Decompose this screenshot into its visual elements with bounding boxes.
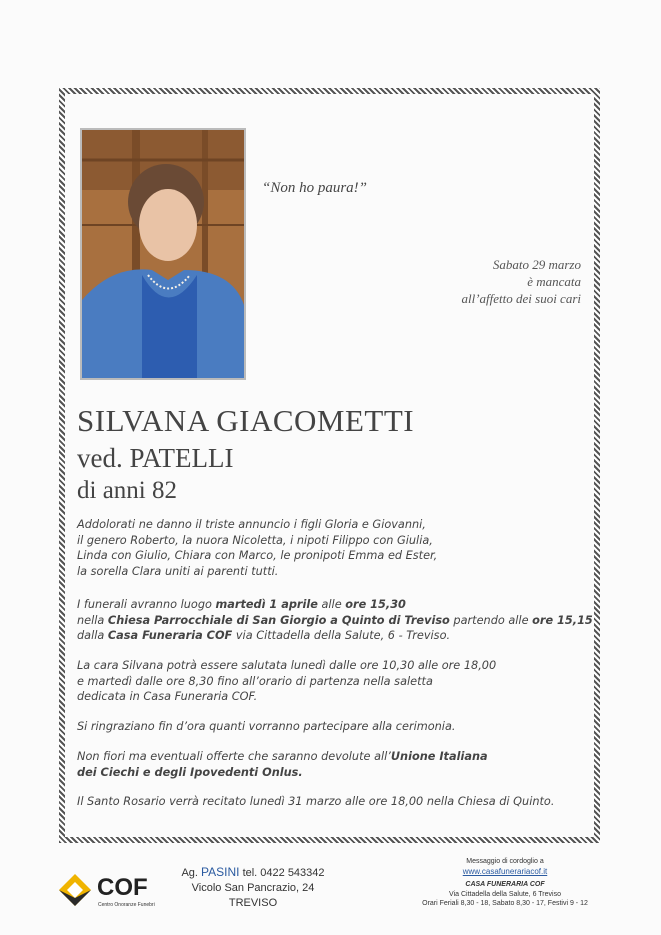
date-line: all’affetto dei suoi cari	[461, 291, 581, 306]
deceased-age: di anni 82	[77, 477, 177, 504]
death-date-block	[461, 256, 581, 307]
paragraph-line: dei Ciechi e degli Ipovedenti Onlus.	[77, 765, 303, 779]
logo-subtitle: Centro Onoranze Funebri	[98, 902, 155, 908]
paragraph-line: La cara Silvana potrà essere salutata lunedì dalle ore 10,30 alle ore 18,00	[77, 659, 497, 672]
paragraph-line: I funerali avranno luogo martedì 1 aprile alle ore 15,30	[77, 598, 406, 611]
paragraph-line: Non fiori ma eventuali offerte che saranno devolute all’Unione Italiana	[77, 750, 488, 763]
rosary-paragraph: Il Santo Rosario verrà recitato lunedì 31 marzo alle ore 18,00 nella Chiesa di Quinto.	[77, 795, 555, 808]
paragraph-line: Linda con Giulio, Chiara con Marco, le pronipoti Emma ed Ester,	[77, 549, 438, 562]
funeral-home-name: CASA FUNERARIA COF	[465, 881, 545, 888]
agency-city: TREVISO	[228, 897, 278, 909]
agency-line: Ag. PASINI tel. 0422 543342	[181, 865, 325, 879]
announcement-paragraph	[77, 517, 577, 579]
paragraph-line: Addolorati ne danno il triste annuncio i figli Gloria e Giovanni,	[77, 518, 426, 531]
agency-name: PASINI	[201, 865, 240, 879]
paragraph-line: e martedì dalle ore 8,30 fino all’orario di partenza nella saletta	[77, 674, 433, 688]
visitation-paragraph	[77, 658, 577, 705]
paragraph-line: nella Chiesa Parrocchiale di San Giorgio a Quinto di Treviso partendo alle ore 15,15	[77, 613, 593, 627]
condolence-link[interactable]: www.casafunerariacof.it	[462, 866, 548, 876]
agency-address: Vicolo San Pancrazio, 24	[191, 882, 315, 894]
funeral-home-hours: Orari Feriali 8,30 - 18, Sabato 8,30 - 17, Festivi 9 - 12	[422, 900, 588, 907]
date-line: è mancata	[527, 274, 581, 289]
married-name: ved. PATELLI	[77, 443, 234, 473]
portrait-photo	[80, 128, 246, 380]
donation-paragraph	[77, 749, 577, 780]
paragraph-line: la sorella Clara uniti ai parenti tutti.	[77, 564, 279, 578]
logo-text: COF	[97, 874, 148, 901]
agency-info	[178, 865, 328, 911]
cof-logo	[57, 872, 167, 917]
funeral-paragraph	[77, 597, 597, 644]
paragraph-line: il genero Roberto, la nuora Nicoletta, i nipoti Filippo con Giulia,	[77, 533, 433, 547]
condolence-info	[410, 857, 600, 909]
thanks-paragraph: Si ringraziano fin d’ora quanti vorranno partecipare alla cerimonia.	[77, 720, 456, 733]
funeral-home-address: Via Cittadella della Salute, 6 Treviso	[449, 890, 561, 898]
deceased-name: SILVANA GIACOMETTI	[77, 403, 415, 438]
condolence-title: Messaggio di cordoglio a	[466, 858, 544, 865]
date-line: Sabato 29 marzo	[492, 257, 581, 272]
quote-text: “Non ho paura!”	[262, 180, 368, 196]
paragraph-line: dalla Casa Funeraria COF via Cittadella della Salute, 6 - Treviso.	[77, 629, 451, 642]
paragraph-line: dedicata in Casa Funeraria COF.	[77, 690, 258, 703]
